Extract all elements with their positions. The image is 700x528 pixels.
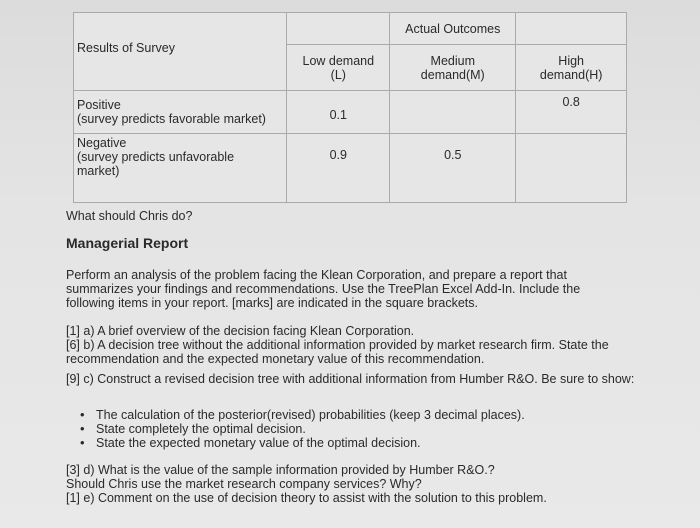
report-heading: Managerial Report: [66, 235, 189, 251]
high-demand-header: High demand(H): [516, 45, 627, 91]
negative-row-label: Negative (survey predicts unfavorable market): [74, 134, 287, 203]
table-header-row: [74, 13, 627, 45]
item-d-question: [3] d) What is the value of the sample information provided by Humber R&O.?: [66, 463, 495, 477]
list-item: • The calculation of the posterior(revised) probabilities (keep 3 decimal places).: [80, 408, 525, 422]
negative-low-cell: 0.9: [287, 134, 390, 203]
item-b: [6] b) A decision tree without the additional information provided by market research firm. State the recommendation and the expected monetary value of this recommendation.: [66, 338, 609, 366]
intro-paragraph: Perform an analysis of the problem facing the Klean Corporation, and prepare a report that summarizes your findings and recommendations. Use the TreePlan Excel Add-In. Include the following items in your report. [marks] are indicated in the square brackets.: [66, 268, 581, 310]
results-of-survey-header: Results of Survey: [74, 13, 287, 91]
item-e: [1] e) Comment on the use of decision theory to assist with the solution to this problem.: [66, 491, 547, 505]
item-c: [9] c) Construct a revised decision tree with additional information from Humber R&O. Be sure to show:: [66, 372, 635, 386]
table-row: [74, 134, 627, 203]
actual-outcomes-header: Actual Outcomes: [390, 13, 516, 45]
positive-row-label: Positive (survey predicts favorable market): [74, 91, 287, 134]
medium-demand-header: Medium demand(M): [390, 45, 516, 91]
survey-results-table: [73, 12, 627, 203]
negative-high-cell: [516, 134, 627, 203]
positive-high-cell: 0.8: [516, 91, 627, 134]
low-demand-header: Low demand (L): [287, 45, 390, 91]
positive-medium-cell: [390, 91, 516, 134]
question-text: What should Chris do?: [66, 209, 193, 223]
list-item: • State completely the optimal decision.: [80, 422, 525, 436]
item-d-followup: Should Chris use the market research company services? Why?: [66, 477, 422, 491]
negative-medium-cell: 0.5: [390, 134, 516, 203]
list-item: • State the expected monetary value of the optimal decision.: [80, 436, 525, 450]
item-a: [1] a) A brief overview of the decision facing Klean Corporation.: [66, 324, 415, 338]
bullet-list: [80, 408, 525, 450]
table-row: [74, 91, 627, 134]
positive-low-cell: 0.1: [287, 91, 390, 134]
